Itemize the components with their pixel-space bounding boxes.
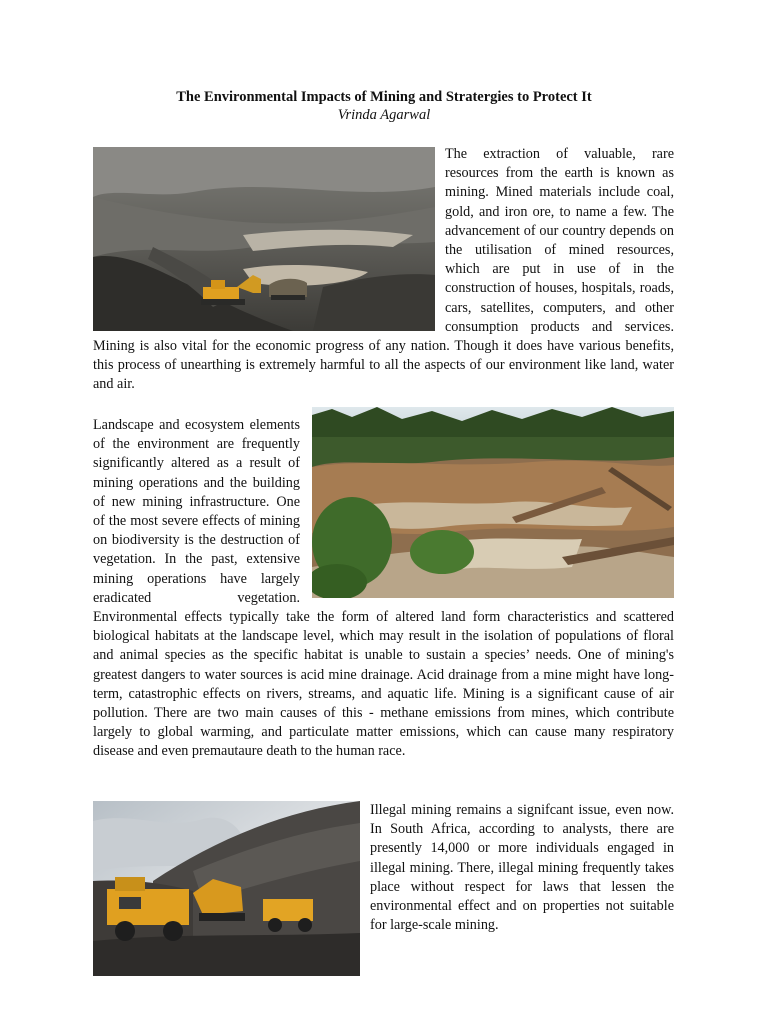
paragraph-landscape — [93, 416, 674, 762]
document-title: The Environmental Impacts of Mining and Stratergies to Protect It — [176, 89, 592, 105]
paragraph-illegal-mining — [93, 801, 674, 976]
document-author: Vrinda Agarwal — [337, 107, 431, 123]
mining-trucks-photo — [93, 801, 360, 976]
paragraph-intro — [93, 145, 674, 395]
deforested-mining-site-photo — [312, 407, 674, 598]
paragraph-landscape-text: Landscape and ecosystem elements of the environment are frequently significantly altered as a result of mining operations and the building of new mining infrastructure. One of the most severe effects of mining on biodiversity is the destruction of vegetation. In the past, extensive mining operations have largely eradicated vegetation. Environmental effects typically take the form of altered land form characteristics and scattered biological habitats at the landscape level, which may result in the isolation of populations of floral and animal species as the specific habitat is unable to sustain a species’ needs. One of mining's greatest dangers to water sources is acid mine drainage. Acid drainage from a mine might have long-term, catastrophic effects on rivers, streams, and aquatic life. Mining is a significant cause of air pollution. There are two main causes of this - methane emissions from mines, which contribute largely to global warming, and particulate matter emissions, which can cause many respiratory disease and even premautaure death to the human race. — [93, 417, 674, 760]
coal-mine-photo — [93, 147, 435, 331]
paragraph-illegal-mining-text: Illegal mining remains a signifcant issue, even now. In South Africa, according to analysts, there are presently 14,000 or more individuals engaged in illegal mining. There, illegal mining frequently takes place without respect for laws that lessen the environmental effect and on properties not suitable for large-scale mining. — [370, 802, 674, 934]
paragraph-intro-text: The extraction of valuable, rare resources from the earth is known as mining. Mined materials include coal, gold, and iron ore, to name a few. The advancement of our country depends on the utilisation of mined resources, which are put in use of in the construction of houses, hospitals, roads, cars, satellites, computers, and other consumption products and services. Mining is also vital for the economic progress of any nation. Though it does have various benefits, this process of unearthing is extremely harmful to all the aspects of our environment like land, water and air. — [93, 146, 674, 393]
